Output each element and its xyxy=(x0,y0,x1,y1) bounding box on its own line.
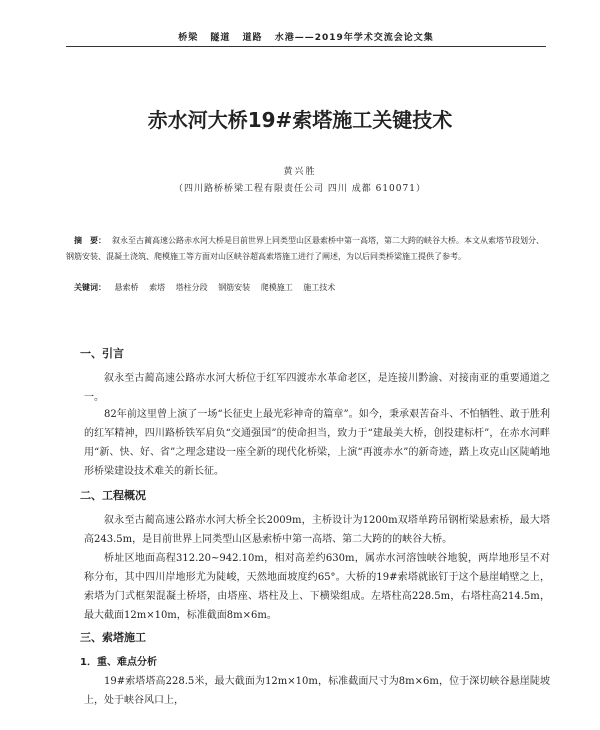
paragraph: 82年前这里曾上演了一场“长征史上最光彩神奇的篇章”。如今，秉承艰苦奋斗、不怕牺牲、敢于胜利的红军精神，四川路桥铁军肩负“交通强国”的使命担当，致力于“建最美大桥，创投建标杆”，在赤水河畔用“新、快、好、省”之理念建设一座全新的现代化桥梁，上演“再渡赤水”的新奇迹，踏上攻克山区陡峭地形桥梁建设技术难关的新长征。 xyxy=(84,409,550,477)
paragraph: 叙永至古蔺高速公路赤水河大桥位于红军四渡赤水革命老区，是连接川黔渝、对接南亚的重要通道之一。 xyxy=(84,373,550,403)
paragraph: 19#索塔塔高228.5米，最大截面为12m×10m，标准截面尺寸为8m×6m，位于深切峡谷悬崖陡坡上，处于峡谷风口上， xyxy=(84,676,550,706)
header-item: 道路 xyxy=(242,33,263,43)
section-heading-construction: 三、索塔施工 xyxy=(80,631,146,644)
section-heading-introduction: 一、引言 xyxy=(80,347,124,360)
keyword: 施工技术 xyxy=(303,283,336,292)
affiliation: （四川路桥桥梁工程有限责任公司 四川 成都 610071） xyxy=(174,184,426,194)
keyword: 索塔 xyxy=(149,283,166,292)
keyword: 爬模施工 xyxy=(260,283,293,292)
running-header xyxy=(66,30,546,47)
keywords xyxy=(74,281,550,295)
abstract-text: 叙永至古蔺高速公路赤水河大桥是目前世界上同类型山区悬索桥中第一高塔，第二大跨的峡谷大桥。本文从索塔节段划分、钢筋安装、混凝土浇筑、爬模施工等方面对山区峡谷超高索塔施工进行了阐述，为以后同类桥梁施工提供了参考。 xyxy=(66,236,544,261)
subsection-heading: 1．重、难点分析 xyxy=(80,657,157,668)
section-heading-overview: 二、工程概况 xyxy=(80,489,146,502)
paper-title: 赤水河大桥19#索塔施工关键技术 xyxy=(147,108,453,132)
keyword: 悬索桥 xyxy=(114,283,139,292)
author: 黄兴胜 xyxy=(283,167,317,177)
header-item: 水港——2019年学术交流会论文集 xyxy=(274,33,434,43)
header-item: 桥梁 xyxy=(178,33,199,43)
keywords-label: 关键词： xyxy=(74,283,106,292)
paragraph: 桥址区地面高程312.20~942.10m，相对高差约630m，属赤水河溶蚀峡谷地貌，两岸地形呈不对称分布，其中四川岸地形尤为陡峻，天然地面坡度约65°。大桥的19#索塔就嵌钉于这个悬崖峭壁之上，索塔为门式框架混凝土桥塔，由塔座、塔柱及上、下横梁组成。左塔柱高228.5m，右塔柱高214.5m，最大截面12m×10m，标准截面8m×6m。 xyxy=(84,553,550,621)
keyword: 塔柱分段 xyxy=(175,283,208,292)
keyword: 钢筋安装 xyxy=(218,283,251,292)
abstract xyxy=(66,233,550,265)
abstract-label: 摘 要： xyxy=(74,236,106,245)
header-item: 隧道 xyxy=(210,33,231,43)
paragraph: 叙永至古蔺高速公路赤水河大桥全长2009m，主桥设计为1200m双塔单跨吊钢桁梁悬索桥，最大塔高243.5m，是目前世界上同类型山区悬索桥中第一高塔、第二大跨的的峡谷大桥。 xyxy=(84,515,550,545)
